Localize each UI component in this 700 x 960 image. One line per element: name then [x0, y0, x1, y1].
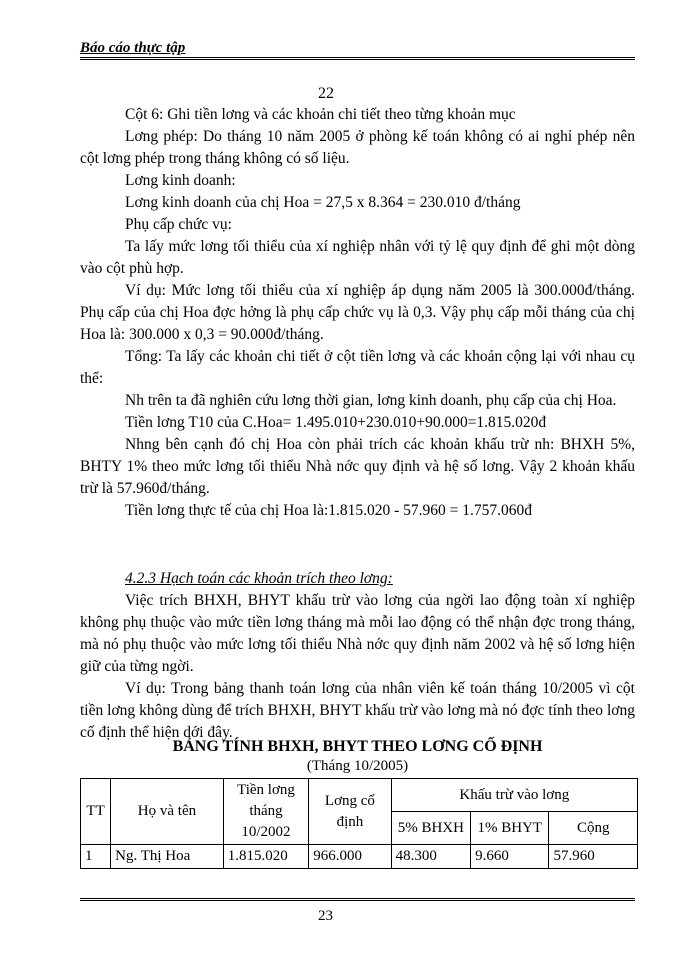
paragraph: Tiền lơng T10 của C.Hoa= 1.495.010+230.010+90.000=1.815.020đ — [125, 414, 547, 431]
footer-divider — [80, 898, 635, 903]
paragraph: Lơng kinh doanh của chị Hoa = 27,5 x 8.364 = 230.010 đ/tháng — [125, 194, 521, 211]
paragraph: Nhng bên cạnh đó chị Hoa còn phải trích các khoản khấu trừ nh: BHXH 5%, BHTY 1% theo mức lơng tối thiểu Nhà nớc quy định và hệ số lơng. Vậy 2 khoản khấu trừ là 57.960đ/tháng. — [80, 436, 635, 497]
header-name: Họ và tên — [111, 779, 224, 845]
page-number-top: 22 — [318, 85, 334, 102]
paragraph: Lơng kinh doanh: — [125, 172, 236, 189]
page-number-bottom: 23 — [318, 908, 333, 924]
paragraph: Việc trích BHXH, BHYT khấu trừ vào lơng của ngời lao động toàn xí nghiệp không phụ thuộc vào mức tiền lơng tháng mà mỗi lao động có thể nhận đợc trong tháng, mà nó phụ thuộc vào mức lơng tối thiểu Nhà nớc quy định năm 2002 và hệ số lơng hiện giữ của từng ngời. — [80, 592, 635, 675]
paragraph: Ví dụ: Trong bảng thanh toán lơng của nhân viên kế toán tháng 10/2005 vì cột tiền lơng không dùng để trích BHXH, BHYT khấu trừ vào lơng mà nó đợc tính theo lơng cố định thể hiện dới đây. — [80, 680, 635, 741]
table-title: BẢNG TÍNH BHXH, BHYT THEO LƠNG CỐ ĐỊNH — [172, 738, 543, 755]
header-divider — [80, 57, 635, 62]
cell-bhyt: 9.660 — [471, 845, 549, 869]
cell-tt: 1 — [81, 845, 111, 869]
header-total: Cộng — [549, 812, 638, 845]
header-bhyt: 1% BHYT — [471, 812, 549, 845]
header-bhxh: 5% BHXH — [391, 812, 470, 845]
header-salary: Tiền lơng tháng 10/2002 — [223, 779, 308, 845]
paragraph: Tổng: Ta lấy các khoản chi tiết ở cột tiền lơng và các khoản cộng lại với nhau cụ thể: — [80, 348, 635, 387]
paragraph: Phụ cấp chức vụ: — [125, 216, 232, 233]
insurance-table — [80, 778, 638, 869]
table-subtitle: (Tháng 10/2005) — [306, 758, 409, 774]
cell-bhxh: 48.300 — [391, 845, 470, 869]
header-deduction: Khấu trừ vào lơng — [391, 779, 637, 812]
paragraph: Tiền lơng thực tế của chị Hoa là:1.815.020 - 57.960 = 1.757.060đ — [125, 502, 533, 519]
paragraph: Ta lấy mức lơng tối thiểu của xí nghiệp nhân với tỷ lệ quy định để ghi một dòng vào cột phù hợp. — [80, 238, 635, 277]
page-header-title: Báo cáo thực tập — [80, 40, 186, 56]
paragraph: Cột 6: Ghi tiền lơng và các khoản chi tiết theo từng khoản mục — [125, 106, 516, 123]
cell-salary: 1.815.020 — [223, 845, 308, 869]
paragraph: Ví dụ: Mức lơng tối thiểu của xí nghiệp áp dụng năm 2005 là 300.000đ/tháng. Phụ cấp của chị Hoa đợc hởng là phụ cấp chức vụ là 0,3. Vậy phụ cấp mỗi tháng của chị Hoa là: 300.000 x 0,3 = 90.000đ/tháng. — [80, 282, 635, 343]
cell-total: 57.960 — [549, 845, 638, 869]
cell-fixed-salary: 966.000 — [309, 845, 391, 869]
header-tt: TT — [81, 779, 111, 845]
header-fixed-salary: Lơng cố định — [309, 779, 391, 845]
cell-name: Ng. Thị Hoa — [111, 845, 224, 869]
document-body — [80, 104, 635, 744]
table-row — [81, 845, 638, 869]
paragraph: Nh trên ta đã nghiên cứu lơng thời gian, lơng kinh doanh, phụ cấp của chị Hoa. — [125, 392, 617, 409]
paragraph: Lơng phép: Do tháng 10 năm 2005 ở phòng kế toán không có ai nghỉ phép nên cột lơng phép trong tháng không có số liệu. — [80, 128, 635, 167]
section-heading: 4.2.3 Hạch toán các khoản trích theo lơng: — [125, 570, 393, 587]
